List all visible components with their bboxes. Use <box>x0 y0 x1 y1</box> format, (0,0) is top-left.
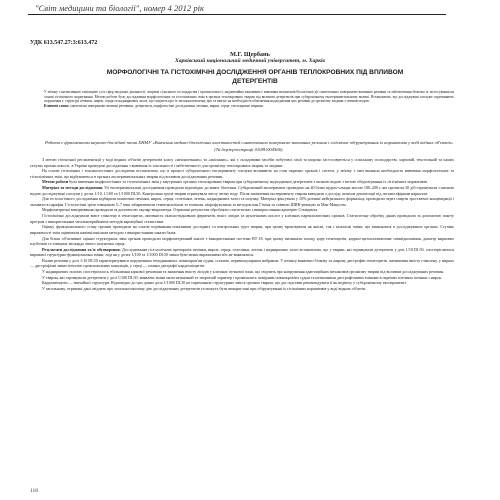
body-paragraph <box>30 185 454 196</box>
keywords-label: Ключові слова: <box>44 104 70 109</box>
aim-text: було вивчення морфологічних та гістохімічних змін у внутрішніх органах теплокровних тварин при субхронічному надходженні детергентів з питною водою з метою обґрунтування їх гігієнічних нормативів. <box>68 179 428 185</box>
page-number: 118 <box>30 488 39 494</box>
keywords-text: синтетичні поверхнево-активні речовини, детергенти, морфологічні дослідження, печінка, нирки, серце, теплокровні тварини. <box>69 104 264 109</box>
body-paragraph: Вплив речовин у дозі 1/10 DL50 характеризувався порушенням гемодинаміки: повнокров'ям судин, стазами, периваскулярним набряком. У печінці виявлено білкову та жирову дистрофію гепатоцитів, зменшення вмісту глікогену, у нирках — дистрофічні зміни епітелію проксимальних канальців, у серці — ознаки дистрофії кардіоміоцитів. <box>30 257 454 269</box>
methods-label: Матеріал та методи дослідження. <box>42 185 104 191</box>
abstract-text: У зв'язку з інтенсивною хімізацією усіх сфер людської діяльності, зокрема сільського господарства і промисловості, надзвичайно важливим є вивчення механізмів біологічної дії синтетичних поверхнево-активних речовин та забезпечення безпеки їх застосування на основі гігієнічного нормування. Метою роботи було дослідження морфологічних та гістохімічних змін в органах теплокровних тварин під впливом детергентів при субхронічному експериментальному впливі. Встановлено, що досліджувані сполуки спричиняють порушення у структурі печінки, нирок, серця та надниркових залоз, що свідчить про їх загальнотоксичну дію та вказує на необхідність обмеження надходження цих речовин до організму людини з питною водою. <box>44 90 454 104</box>
article-body <box>30 157 454 292</box>
funding-note: Робота є фрагментом науково-дослідної теми ХНМУ «Вивчення медико-біологічних властивостей синтетичних поверхнево-активних речовин і гігієнічне обґрунтування їх нормативів у воді водних об'єктів» (№ держреєстрації 0108U004566). <box>45 140 453 152</box>
journal-header: "Світ медицини та біології", номер 4 2012 рік <box>35 3 205 13</box>
udk-code: УДК 613.547.27:3:613.472 <box>30 40 98 46</box>
article-title: МОРФОЛОГІЧНІ ТА ГІСТОХІМІЧНІ ДОСЛІДЖЕННЯ ОРГАНІВ ТЕПЛОКРОВНИХ ПІД ВПЛИВОМ ДЕТЕРГЕНТІВ <box>106 69 404 85</box>
body-paragraph <box>30 247 454 258</box>
body-paragraph: Оцінку функціонального стану органів проводили на основі порівняння показників дослідних та контрольних груп тварин, при цьому враховували як якісні, так і кількісні зміни, що виявлялися в досліджуваних органах. Ступінь вираженості змін оцінювали напівкількісним методом з використанням шкали балів. <box>30 224 454 235</box>
results-text: Дослідженням гістологічних препаратів печінки, нирок, серця, селезінки, легень і надниркових залоз встановлено, що у тварин, які отримували детергенти у дозі 1/10 DL50, спостерігаються виражені структурно-функціональні зміни, тоді як у дозах 1/100 та 1/1000 DL50 зміни були менш вираженими або не виявлялися. <box>30 246 454 258</box>
author-affiliation: Харківський національний медичний університет, м. Харків <box>174 58 326 64</box>
body-paragraph: Для більш об'єктивної оцінки структурних змін органів проводили морфометричний аналіз з використанням системи ВТ-18, при цьому визначали площу ядер гепатоцитів, ядерно-цитоплазматичне співвідношення, діаметр ниркових клубочків та товщину міокарда лівого шлуночка серця. <box>30 235 454 246</box>
body-paragraph: Гістохімічно досліджували вміст глікогену в гепатоцитах, активність окисно-відновних ферментів, вміст ліпідів та нуклеїнових кислот у клітинах паренхіматозних органів. Статистичну обробку даних проводили за допомогою пакету програм з використанням загальноприйнятих методів варіаційної статистики. <box>30 213 454 224</box>
body-paragraph: Кардіоміоцити — звичайної структури. Відповідно до цих даних доза 1/1000 DL50 не спричиняла структурних змін в органах тварин, що дає підстави рекомендувати її як недіючу у субхронічному експерименті. <box>42 280 407 286</box>
body-paragraph <box>30 179 454 185</box>
aim-label: Метою роботи <box>42 179 69 185</box>
abstract-block <box>44 90 454 109</box>
methods-text: Усі експериментальні дослідження проводили відповідно до вимог біоетики. Субхронічний експеримент проведено на 40 білих щурах-самцях масою 180–200 г, які протягом 30 діб отримували з питною водою досліджувані сполуки у дозах 1/10, 1/100 та 1/1000 DL50. Контрольна група тварин отримувала чисту питну воду. Після закінчення експерименту тварин виводили з досліду шляхом декапітації під легким ефірним наркозом. <box>30 185 454 196</box>
header-divider <box>28 14 446 15</box>
body-paragraph: У тварин, які отримували детергенти у дозі 1/100 DL50, виявлені зміни мали незначний та зворотній характер і проявлялись помірним повнокров'ям судин та незначними дистрофічними змінами в окремих клітинах печінки і нирок. <box>42 274 442 280</box>
body-paragraph: У загальному, отримані дані свідчать про загальнотоксичну дію досліджуваних детергентів та можуть бути використані при обґрунтуванні їх гігієнічних нормативів у воді водних об'єктів. <box>42 286 366 292</box>
body-paragraph: З метою гігієнічної регламентації у воді водних об'єктів детергентів класу «неіоногенних» та «аніонних», які є складовими засобів побутової хімії та широко застосовуються у сільському господарстві, харчовій, текстильній та інших галузях промисловості, в Україні проведені дослідження з вивчення їх токсичності і небезпечності для організму теплокровних тварин та людини. <box>30 157 454 168</box>
body-paragraph: На основі гігієнічних і токсикологічних досліджень встановлено, що в процесі субхронічного експерименту сполуки впливають на стан окремих органів і систем, у зв'язку з чим виникла необхідність вивчення морфологічних та гістохімічних змін, що відбуваються в органах експериментальних тварин під впливом досліджуваних речовин. <box>30 168 454 179</box>
body-paragraph: Для гістологічного дослідження відбирали шматочки печінки, нирок, серця, селезінки, легень, надниркових залоз та шлунку. Матеріал фіксували у 10% розчині нейтрального формаліну, проводили через спирти зростаючої концентрації і заливали в парафін. Гістологічні зрізи товщиною 5–7 мкм забарвлювали гематоксиліном та еозином, пікрофуксином за методом ван Гізона та ставили ШИК-реакцію за Мак-Манусом. <box>30 196 454 207</box>
results-label: Результати дослідження та їх обговорення. <box>42 246 121 252</box>
author-name: М.Г. Щербань <box>230 51 270 58</box>
body-paragraph: Морфометричні вимірювання проводили за допомогою окуляр-мікрометра. Отримані результати обробляли статистично з використанням критерію Стьюдента. <box>42 207 319 213</box>
body-paragraph: У надниркових залозах спостерігалось збільшення кіркової речовини та зниження вмісту ліпідів у клітинах пучкової зони, що свідчить про напруження адаптаційних механізмів організму тварин під впливом досліджуваних речовин. <box>42 269 445 275</box>
